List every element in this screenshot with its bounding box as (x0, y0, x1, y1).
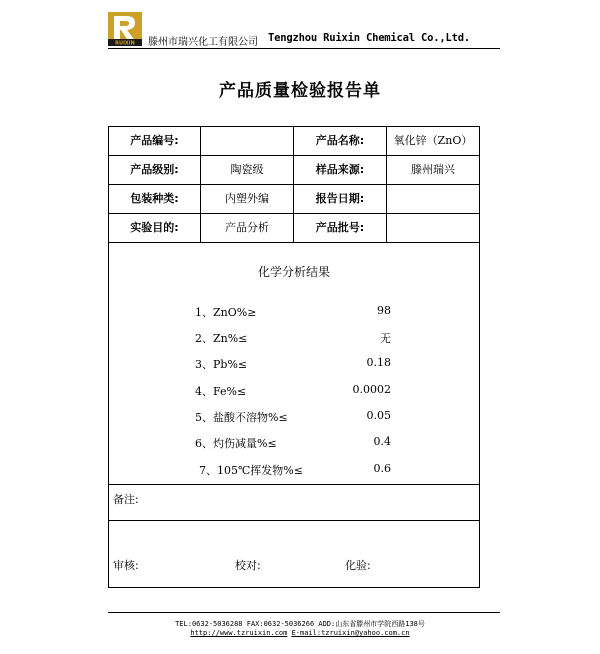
info-label: 实验目的: (109, 214, 201, 242)
info-value: 内塑外编 (201, 185, 294, 213)
result-label: 5、盐酸不溶物%≤ (195, 411, 288, 424)
info-value (387, 185, 479, 213)
result-item (109, 462, 479, 478)
document-title: 产品质量检验报告单 (219, 81, 381, 101)
info-row (109, 156, 479, 185)
info-label: 产品批号: (294, 214, 387, 242)
results-title: 化学分析结果 (257, 265, 330, 279)
header-divider (108, 48, 500, 49)
info-row (109, 185, 479, 214)
info-label: 报告日期: (294, 185, 387, 213)
result-item (109, 383, 479, 399)
result-value: 0.05 (366, 409, 391, 422)
info-value (387, 214, 479, 242)
info-label: 产品级别: (109, 156, 201, 184)
test-label: 化验: (345, 559, 371, 572)
info-label: 包装种类: (109, 185, 201, 213)
result-item (109, 409, 479, 425)
result-label: 7、105℃挥发物%≤ (199, 464, 303, 477)
result-label: 1、ZnO%≥ (195, 306, 257, 319)
info-label: 产品编号: (109, 127, 201, 155)
info-value: 产品分析 (201, 214, 294, 242)
result-value: 无 (380, 332, 391, 345)
info-value: 滕州瑞兴 (411, 163, 455, 176)
result-label: 2、Zn%≤ (195, 332, 248, 345)
company-name-en: Tengzhou Ruixin Chemical Co.,Ltd. (268, 32, 471, 44)
result-label: 4、Fe%≤ (195, 385, 247, 398)
letterhead (108, 12, 500, 48)
result-item (109, 356, 479, 372)
result-value: 0.18 (366, 356, 391, 369)
info-row (109, 214, 479, 243)
footer-links (0, 629, 600, 637)
info-label: 样品来源: (294, 156, 387, 184)
info-value (201, 127, 294, 155)
result-label: 6、灼伤减量%≤ (195, 437, 277, 450)
info-value: 陶瓷级 (201, 156, 294, 184)
remarks-label: 备注: (113, 493, 139, 506)
result-item (109, 304, 479, 320)
result-item (109, 435, 479, 451)
company-logo (108, 12, 142, 46)
proof-label: 校对: (235, 559, 261, 572)
logo-text: RUIXIN (115, 40, 135, 46)
audit-label: 审核: (113, 559, 139, 572)
website-link[interactable]: http://www.tzruixin.com (190, 629, 288, 637)
result-item (109, 330, 479, 346)
info-row (109, 127, 479, 156)
footer-contact: TEL:0632-5036288 FAX:0632-5036266 ADD:山东省滕州市学院西路138号 (175, 620, 425, 628)
result-value: 0.0002 (352, 383, 391, 396)
info-value: 氧化锌（ZnO） (393, 134, 473, 147)
info-label: 产品名称: (294, 127, 387, 155)
result-value: 0.6 (373, 462, 391, 475)
report-table (108, 126, 480, 588)
email-link[interactable]: E-mail:tzruixin@yahoo.com.cn (291, 629, 410, 637)
result-value: 0.4 (373, 435, 391, 448)
footer-divider (108, 612, 500, 613)
result-label: 3、Pb%≤ (195, 358, 248, 371)
result-value: 98 (377, 304, 391, 317)
company-name-cn: 滕州市瑞兴化工有限公司 (148, 37, 258, 48)
remarks-section (109, 485, 479, 521)
